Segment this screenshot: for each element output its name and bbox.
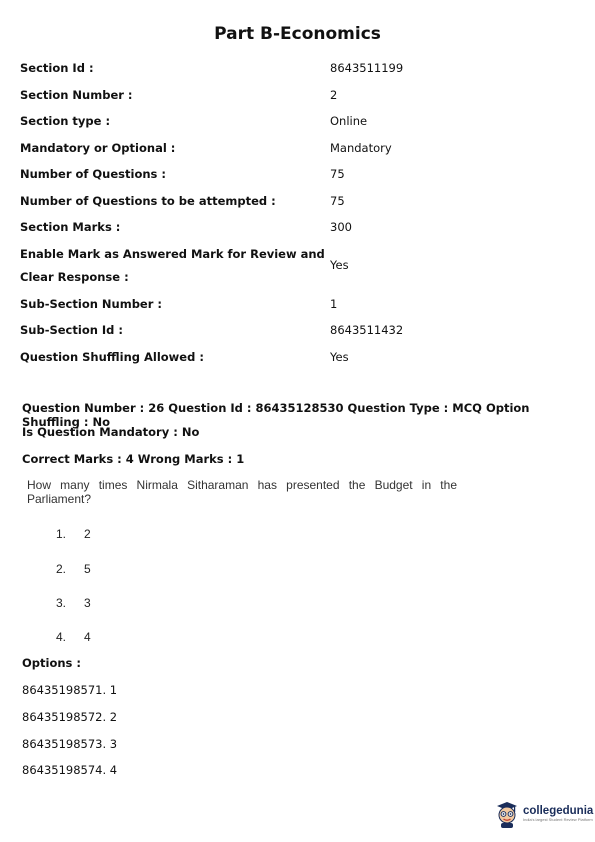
choice-text: 4 <box>84 630 91 644</box>
info-row-section-number <box>20 82 580 109</box>
info-value: 2 <box>330 87 338 102</box>
info-value: 75 <box>330 167 345 181</box>
collegedunia-logo <box>494 800 593 828</box>
question-meta: Question Number : 26 Question Id : 86435128530 Question Type : MCQ Option Shuffling : No <box>22 401 530 429</box>
logo-tagline: India's largest Student Review Platform <box>523 816 593 822</box>
choice-number: 4. <box>56 630 67 644</box>
choice-number: 1. <box>56 527 67 541</box>
info-row-shuffling <box>20 344 580 371</box>
question-text: How many times Nirmala Sitharaman has presented the Budget in the Parliament? <box>27 478 457 506</box>
info-row-num-questions <box>20 161 580 188</box>
info-row-subsection-id <box>20 317 580 344</box>
info-label: Number of Questions to be attempted : <box>20 193 276 208</box>
info-label: Enable Mark as Answered Mark for Review and Clear Response : <box>20 246 325 284</box>
info-value: 300 <box>330 220 352 234</box>
choice-number: 2. <box>56 562 67 576</box>
info-value: 8643511432 <box>330 323 404 337</box>
question-mandatory: Is Question Mandatory : No <box>22 425 200 439</box>
info-value: 1 <box>330 296 338 311</box>
info-label: Sub-Section Number : <box>20 296 163 311</box>
answer-choice <box>56 630 91 644</box>
options-heading: Options : <box>22 656 81 670</box>
choice-text: 2 <box>84 527 91 541</box>
info-row-num-attempted <box>20 188 580 215</box>
answer-choice <box>56 596 91 610</box>
option-id: 86435198574. 4 <box>22 763 118 777</box>
info-value: Mandatory <box>330 140 392 155</box>
choice-text: 5 <box>84 562 91 576</box>
info-row-section-marks <box>20 214 580 241</box>
choice-number: 3. <box>56 596 67 610</box>
info-label: Section Marks : <box>20 220 121 234</box>
answer-choice <box>56 527 91 541</box>
info-label: Section Number : <box>20 87 133 102</box>
info-label: Question Shuffling Allowed : <box>20 349 204 364</box>
info-row-section-type <box>20 108 580 135</box>
info-label: Section Id : <box>20 61 94 75</box>
info-row-subsection-number <box>20 291 580 318</box>
info-label: Mandatory or Optional : <box>20 140 176 155</box>
info-row-mandatory <box>20 135 580 162</box>
info-value: 75 <box>330 193 345 208</box>
section-info-table <box>20 55 580 370</box>
option-id: 86435198573. 3 <box>22 737 118 751</box>
option-id: 86435198571. 1 <box>22 683 118 697</box>
question-marks: Correct Marks : 4 Wrong Marks : 1 <box>22 452 245 466</box>
info-label: Number of Questions : <box>20 167 166 181</box>
info-value: 8643511199 <box>330 61 404 75</box>
info-label: Sub-Section Id : <box>20 323 124 337</box>
info-value: Yes <box>330 258 349 273</box>
option-id: 86435198572. 2 <box>22 710 118 724</box>
page-title: Part B-Economics <box>214 24 381 44</box>
info-row-section-id <box>20 55 580 82</box>
choice-text: 3 <box>84 596 91 610</box>
info-value: Yes <box>330 349 349 364</box>
info-value: Online <box>330 114 368 128</box>
answer-choice <box>56 562 91 576</box>
info-label: Section type : <box>20 114 111 128</box>
student-mascot-icon <box>494 800 520 828</box>
info-row-enable-mark <box>20 241 580 291</box>
logo-name: collegedunia <box>523 805 594 818</box>
